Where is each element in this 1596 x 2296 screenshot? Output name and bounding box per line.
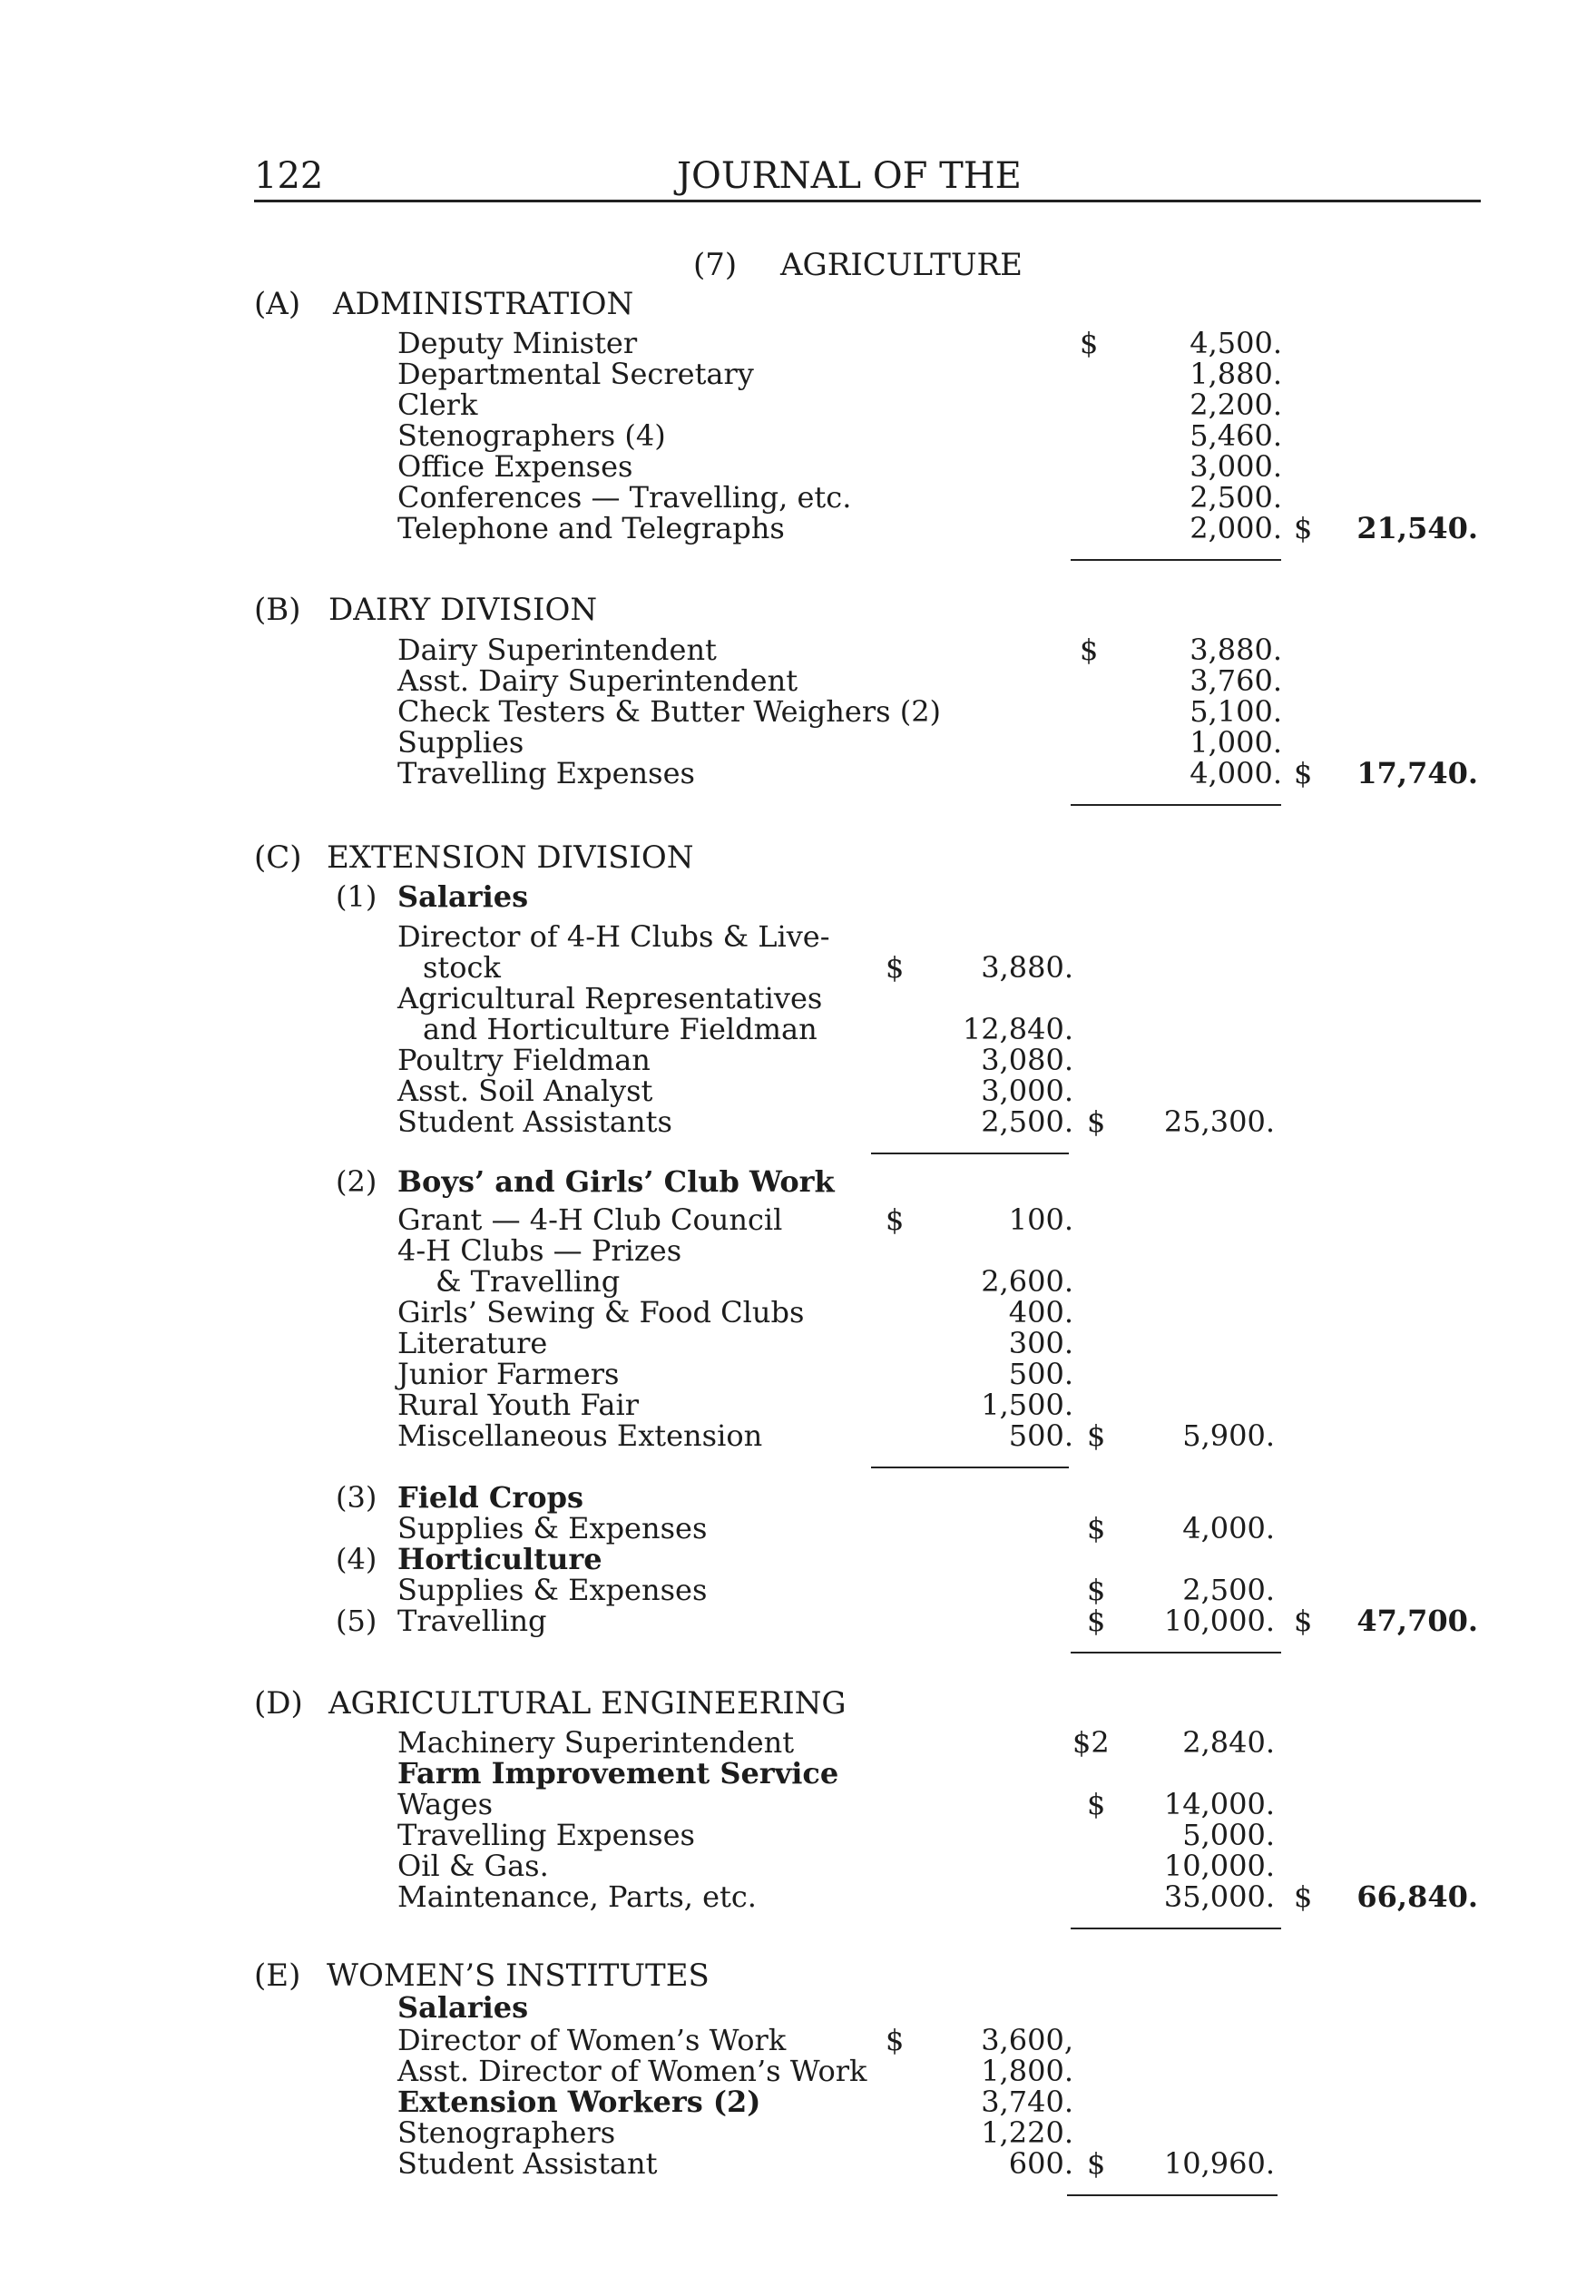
subsection-label: (3): [336, 1480, 377, 1515]
line-item-amount: 3,740.: [981, 2085, 1073, 2119]
header-rule: [254, 200, 1481, 202]
section-c-label: (C): [254, 839, 302, 876]
line-item-amount: 2,600.: [981, 1264, 1073, 1299]
subtotal-rule: [1071, 559, 1281, 561]
line-item-description: Student Assistants: [397, 1104, 672, 1139]
line-item-amount: 1,500.: [981, 1388, 1073, 1422]
line-item-description: Agricultural Representatives: [397, 981, 823, 1016]
line-item-amount: 4,500.: [1190, 326, 1282, 360]
subsection-label: (2): [336, 1164, 377, 1199]
line-item-description: Rural Youth Fair: [397, 1388, 639, 1422]
line-item-amount: 2,000.: [1190, 511, 1282, 545]
line-item-amount: 4,000.: [1190, 756, 1282, 790]
line-item-description: Girls’ Sewing & Food Clubs: [397, 1295, 805, 1330]
section-c-heading: EXTENSION DIVISION: [327, 839, 694, 876]
currency-sign: $: [886, 1202, 905, 1237]
section-d-label: (D): [254, 1685, 303, 1722]
line-item-amount: 5,460.: [1190, 418, 1282, 453]
page-section-title: AGRICULTURE: [780, 247, 1023, 283]
line-item-amount: 2,200.: [1190, 388, 1282, 422]
subsection-subtotal: 2,500.: [1182, 1573, 1275, 1607]
line-item-description: Clerk: [397, 388, 478, 422]
currency-sign: $: [1087, 1604, 1106, 1638]
currency-sign: $2: [1072, 1725, 1110, 1760]
section-a-heading: ADMINISTRATION: [333, 286, 634, 322]
line-item-amount: 12,840.: [962, 1012, 1073, 1046]
line-item-amount: 5,000.: [1182, 1818, 1275, 1852]
subsection-heading: Salaries: [397, 1990, 529, 2025]
line-item-description: Conferences — Travelling, etc.: [397, 480, 852, 515]
line-item-amount: 3,880.: [1190, 633, 1282, 667]
line-item-amount: 1,220.: [981, 2115, 1073, 2150]
currency-sign: $: [1087, 1418, 1106, 1453]
line-item-amount: 3,000.: [981, 1074, 1073, 1108]
subsection-subtotal: 25,300.: [1163, 1104, 1275, 1139]
subsection-heading: Boys’ and Girls’ Club Work: [397, 1164, 835, 1199]
line-item-description: Supplies & Expenses: [397, 1573, 708, 1607]
subsection-heading: Horticulture: [397, 1542, 602, 1576]
line-item-description: Departmental Secretary: [397, 357, 754, 391]
line-item-amount: 1,880.: [1190, 357, 1282, 391]
section-b-heading: DAIRY DIVISION: [328, 592, 598, 628]
section-a-label: (A): [254, 286, 301, 322]
line-item-amount: 2,500.: [981, 1104, 1073, 1139]
line-item-description: Miscellaneous Extension: [397, 1418, 763, 1453]
subsection-label: (4): [336, 1542, 377, 1576]
currency-sign: $: [1294, 756, 1313, 790]
line-item-amount: 14,000.: [1163, 1787, 1275, 1821]
line-item-description-continued: and Horticulture Fieldman: [423, 1012, 818, 1046]
line-item-amount: 1,000.: [1190, 725, 1282, 760]
line-item-description: Asst. Dairy Superintendent: [397, 663, 798, 698]
line-item-description: Junior Farmers: [397, 1357, 620, 1391]
subtotal-rule: [1071, 1652, 1281, 1653]
subtotal-rule: [1071, 804, 1281, 806]
line-item-description: Maintenance, Parts, etc.: [397, 1879, 757, 1914]
line-item-description: Check Testers & Butter Weighers (2): [397, 694, 942, 729]
currency-sign: $: [886, 2023, 905, 2057]
line-item-amount: 500.: [1008, 1418, 1073, 1453]
currency-sign: $: [1087, 1573, 1106, 1607]
line-item-amount: 35,000.: [1163, 1879, 1275, 1914]
subsection-subtotal: 10,960.: [1163, 2146, 1275, 2181]
subtotal-rule: [1067, 2194, 1278, 2196]
line-item-description-continued: stock: [423, 950, 501, 985]
subsection-label: (5): [336, 1604, 377, 1638]
currency-sign: $: [1087, 2146, 1106, 2181]
line-item-description: Supplies: [397, 725, 524, 760]
line-item-description: Literature: [397, 1326, 548, 1360]
line-item-amount: 2,840.: [1182, 1725, 1275, 1760]
line-item-description-continued: & Travelling: [436, 1264, 621, 1299]
line-item-amount: 500.: [1008, 1357, 1073, 1391]
subsection-label: (1): [336, 879, 377, 914]
line-item-description: Asst. Soil Analyst: [397, 1074, 653, 1108]
section-total: 21,540.: [1356, 511, 1478, 545]
page-number: 122: [254, 155, 324, 197]
section-b-label: (B): [254, 592, 301, 628]
currency-sign: $: [1087, 1104, 1106, 1139]
line-item-description: Travelling Expenses: [397, 1818, 695, 1852]
line-item-amount: 3,600,: [981, 2023, 1073, 2057]
line-item-description: Telephone and Telegraphs: [397, 511, 785, 545]
currency-sign: $: [1294, 1879, 1313, 1914]
line-item-description: Stenographers (4): [397, 418, 666, 453]
line-item-amount: 300.: [1008, 1326, 1073, 1360]
line-item-description: Supplies & Expenses: [397, 1511, 708, 1545]
subtotal-rule: [871, 1467, 1069, 1468]
subtotal-rule: [1071, 1928, 1281, 1929]
currency-sign: $: [1294, 511, 1313, 545]
line-item-description: Poultry Fieldman: [397, 1043, 651, 1077]
section-e-heading: WOMEN’S INSTITUTES: [327, 1957, 710, 1994]
subsection-subtotal: 4,000.: [1182, 1511, 1275, 1545]
line-item-amount: 10,000.: [1163, 1849, 1275, 1883]
subtotal-rule: [871, 1153, 1069, 1154]
subsection-subtotal: 10,000.: [1163, 1604, 1275, 1638]
running-title: JOURNAL OF THE: [677, 155, 1022, 197]
currency-sign: $: [1080, 326, 1099, 360]
line-item-amount: 3,880.: [981, 950, 1073, 985]
currency-sign: $: [886, 950, 905, 985]
line-item-amount: 3,080.: [981, 1043, 1073, 1077]
currency-sign: $: [1080, 633, 1099, 667]
line-item-amount: 1,800.: [981, 2054, 1073, 2088]
line-item-description: Director of Women’s Work: [397, 2023, 787, 2057]
line-item-description: Deputy Minister: [397, 326, 638, 360]
line-item-description: Wages: [397, 1787, 494, 1821]
line-item-description: Oil & Gas.: [397, 1849, 549, 1883]
currency-sign: $: [1087, 1787, 1106, 1821]
currency-sign: $: [1087, 1511, 1106, 1545]
section-d-heading: AGRICULTURAL ENGINEERING: [328, 1685, 847, 1722]
line-item-description: Stenographers: [397, 2115, 616, 2150]
line-item-description: Student Assistant: [397, 2146, 658, 2181]
line-item-amount: 3,000.: [1190, 449, 1282, 484]
section-total: 17,740.: [1356, 756, 1478, 790]
line-item-amount: 400.: [1008, 1295, 1073, 1330]
line-item-description: 4-H Clubs — Prizes: [397, 1233, 682, 1268]
section-number: (7): [693, 247, 738, 283]
line-item-amount: 3,760.: [1190, 663, 1282, 698]
subsection-heading: Field Crops: [397, 1480, 583, 1515]
line-item-amount: 100.: [1008, 1202, 1073, 1237]
currency-sign: $: [1294, 1604, 1313, 1638]
line-item-description: Machinery Superintendent: [397, 1725, 795, 1760]
line-item-description: Dairy Superintendent: [397, 633, 717, 667]
subsection-subtotal: 5,900.: [1182, 1418, 1275, 1453]
line-item-description: Office Expenses: [397, 449, 633, 484]
section-total: 47,700.: [1356, 1604, 1478, 1638]
line-item-description: Asst. Director of Women’s Work: [397, 2054, 867, 2088]
line-item-description: Director of 4-H Clubs & Live-: [397, 919, 830, 954]
section-total: 66,840.: [1356, 1879, 1478, 1914]
line-item-amount: 2,500.: [1190, 480, 1282, 515]
line-item-amount: 600.: [1008, 2146, 1073, 2181]
line-item-description: Travelling Expenses: [397, 756, 695, 790]
subsection-heading: Salaries: [397, 879, 529, 914]
line-item-amount: 5,100.: [1190, 694, 1282, 729]
line-item-description: Travelling: [397, 1604, 547, 1638]
line-item-description: Grant — 4-H Club Council: [397, 1202, 783, 1237]
subsection-heading: Farm Improvement Service: [397, 1756, 839, 1791]
section-e-label: (E): [254, 1957, 301, 1994]
line-item-description: Extension Workers (2): [397, 2085, 761, 2119]
